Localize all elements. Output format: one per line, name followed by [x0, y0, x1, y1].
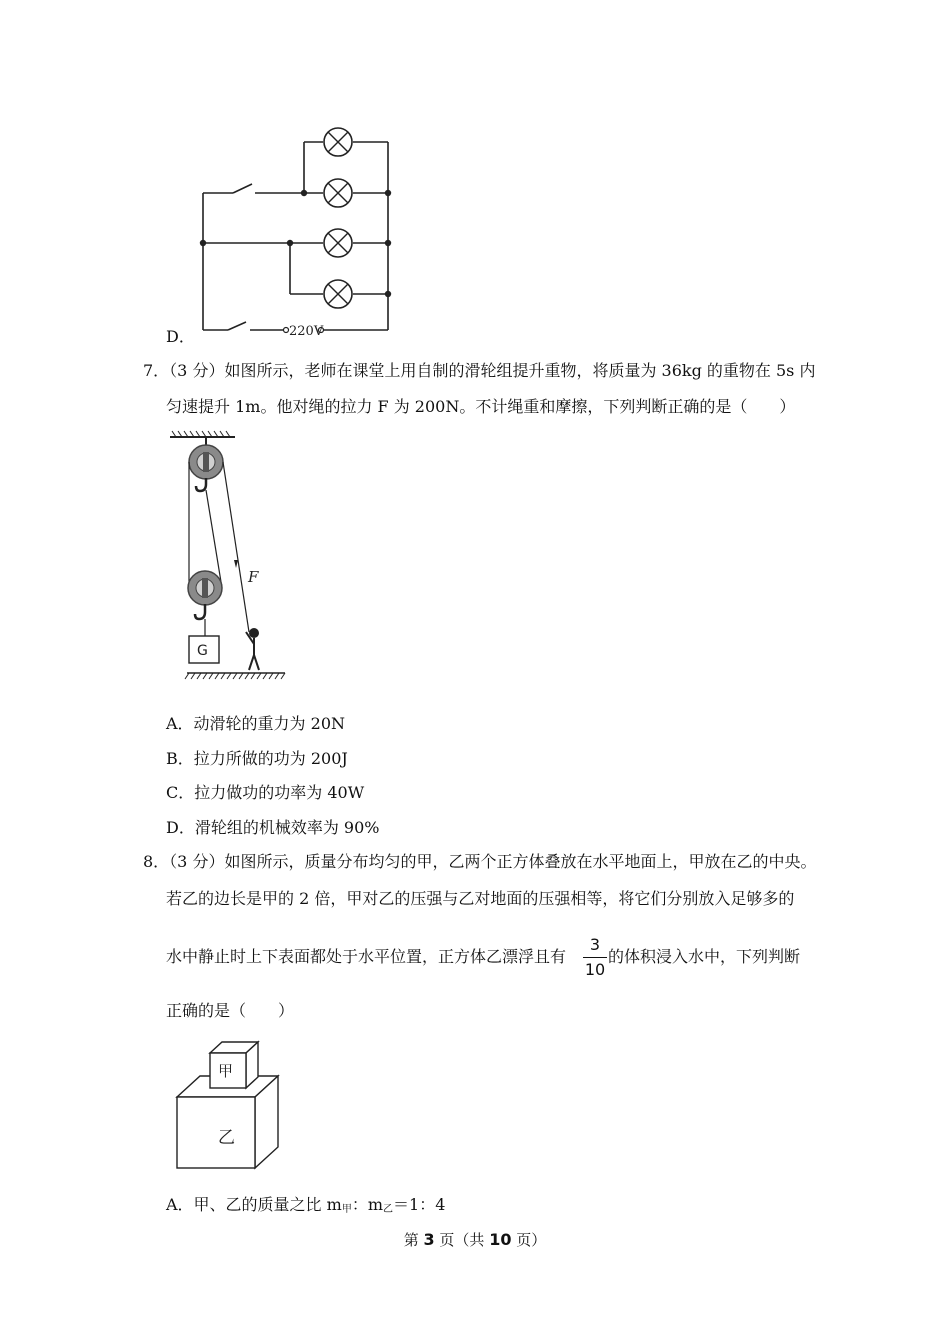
- footer-middle: 页（共: [439, 1231, 485, 1249]
- cube-top-label: 甲: [218, 1062, 234, 1080]
- force-label: F: [248, 568, 259, 586]
- q7-option-a: A．动滑轮的重力为 20N: [166, 714, 346, 733]
- q8-option-a-sub1: 甲: [341, 1204, 352, 1215]
- q8-stem-line4: 正确的是（ ）: [166, 1001, 295, 1020]
- q8-option-a-suffix: ＝1：4: [393, 1195, 446, 1214]
- q7-stem-line1: 7．（3 分）如图所示，老师在课堂上用自制的滑轮组提升重物，将质量为 36kg 的重物在 5s 内: [143, 361, 816, 380]
- q8-option-a-sub2: 乙: [383, 1204, 394, 1215]
- q7-stem-line2: 匀速提升 1m。他对绳的拉力 F 为 200N。不计绳重和摩擦，下列判断正确的是（ ）: [166, 397, 796, 416]
- q8-stem-line1: 8．（3 分）如图所示，质量分布均匀的甲，乙两个正方体叠放在水平地面上，甲放在乙的中央。: [143, 852, 817, 871]
- footer-prefix: 第: [403, 1231, 419, 1249]
- footer-page-number: 3: [423, 1230, 435, 1249]
- weight-label: G: [197, 643, 208, 659]
- page-footer: [0, 1230, 950, 1250]
- fraction-numerator: 3: [589, 935, 601, 954]
- circuit-voltage-label: 220V: [289, 324, 324, 339]
- q8-stem-line3-before: 水中静止时上下表面都处于水平位置，正方体乙漂浮且有: [166, 947, 567, 966]
- q8-option-a: [166, 1195, 445, 1220]
- q8-option-a-mid: ：m: [351, 1195, 384, 1214]
- fraction-denominator: 10: [584, 960, 606, 979]
- q7-option-c: C．拉力做功的功率为 40W: [166, 783, 365, 802]
- footer-suffix: 页）: [516, 1231, 547, 1249]
- pulley-figure: [165, 428, 295, 688]
- cubes-figure: [170, 1038, 295, 1173]
- q8-stem-line3-after: 的体积浸入水中，下列判断: [608, 947, 801, 966]
- footer-total-pages: 10: [489, 1230, 512, 1249]
- q8-option-a-prefix: A．甲、乙的质量之比 m: [166, 1195, 342, 1214]
- circuit-diagram: [160, 125, 410, 340]
- q7-option-b: B．拉力所做的功为 200J: [166, 749, 348, 768]
- option-d-label: D．: [166, 327, 195, 346]
- q8-stem-line2: 若乙的边长是甲的 2 倍，甲对乙的压强与乙对地面的压强相等，将它们分别放入足够多的: [166, 889, 795, 908]
- q7-option-d: D．滑轮组的机械效率为 90%: [166, 818, 380, 837]
- cube-bottom-label: 乙: [218, 1128, 235, 1148]
- fraction-bar: [583, 957, 607, 958]
